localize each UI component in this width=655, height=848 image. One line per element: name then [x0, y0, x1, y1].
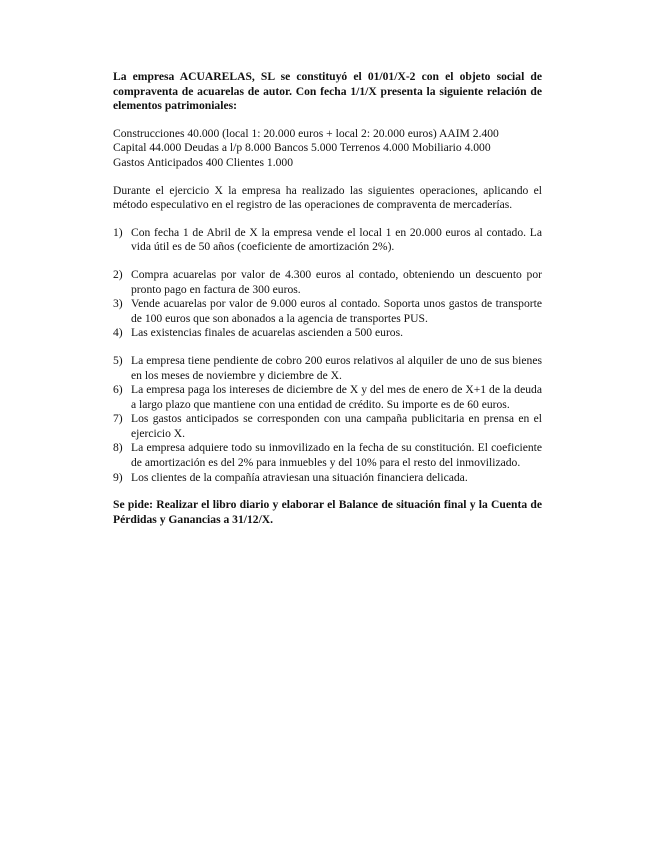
- item-number: 9): [113, 470, 123, 484]
- item-number: 5): [113, 353, 123, 367]
- item-text: Compra acuarelas por valor de 4.300 euros al contado, obteniendo un descuento por pronto pago en factura de 300 euros.: [131, 267, 542, 296]
- list-item: [113, 383, 542, 412]
- list-item: [113, 471, 542, 486]
- item-number: 3): [113, 297, 123, 311]
- item-number: 6): [113, 383, 123, 397]
- operations-list: [113, 226, 542, 486]
- item-text: La empresa adquiere todo su inmovilizado en la fecha de su constitución. El coeficiente de amortización es del 2% para inmuebles y del 10% para el resto del inmovilizado.: [131, 441, 542, 470]
- inventory-line: Capital 44.000 Deudas a l/p 8.000 Bancos 5.000 Terrenos 4.000 Mobiliario 4.000: [113, 141, 491, 155]
- list-item: [113, 268, 542, 297]
- list-item: [113, 297, 542, 326]
- list-item: [113, 412, 542, 441]
- inventory-block: [113, 127, 542, 171]
- list-item: [113, 441, 542, 470]
- item-number: 8): [113, 441, 123, 455]
- item-text: La empresa paga los intereses de diciembre de X y del mes de enero de X+1 de la deuda a largo plazo que mantiene con una entidad de crédito. Su importe es de 60 euros.: [131, 383, 542, 411]
- item-text: La empresa tiene pendiente de cobro 200 euros relativos al alquiler de uno de sus bienes en los meses de noviembre y diciembre de X.: [131, 353, 542, 382]
- item-number: 2): [113, 267, 123, 281]
- inventory-line: Gastos Anticipados 400 Clientes 1.000: [113, 155, 294, 169]
- list-item: [113, 226, 542, 255]
- item-text: Los clientes de la compañía atraviesan una situación financiera delicada.: [131, 470, 468, 484]
- intro-paragraph: Durante el ejercicio X la empresa ha realizado las siguientes operaciones, aplicando el método especulativo en el registro de las operaciones de compraventa de mercaderías.: [113, 183, 542, 212]
- item-number: 7): [113, 412, 123, 426]
- list-item: [113, 354, 542, 383]
- inventory-line: Construcciones 40.000 (local 1: 20.000 euros + local 2: 20.000 euros) AAIM 2.400: [113, 126, 499, 140]
- task-statement: Se pide: Realizar el libro diario y elaborar el Balance de situación final y la Cuenta de Pérdidas y Ganancias a 31/12/X.: [113, 498, 542, 526]
- item-number: 4): [113, 326, 123, 340]
- item-text: Las existencias finales de acuarelas ascienden a 500 euros.: [131, 326, 404, 340]
- list-item: [113, 326, 542, 341]
- document-page: [113, 70, 542, 527]
- item-text: Vende acuarelas por valor de 9.000 euros al contado. Soporta unos gastos de transporte de 100 euros que son abonados a la agencia de transportes PUS.: [131, 297, 542, 325]
- item-text: Con fecha 1 de Abril de X la empresa vende el local 1 en 20.000 euros al contado. La vida útil es de 50 años (coeficiente de amortización 2%).: [131, 225, 542, 254]
- document-heading: La empresa ACUARELAS, SL se constituyó el 01/01/X-2 con el objeto social de compraventa de acuarelas de autor. Con fecha 1/1/X presenta la siguiente relación de elementos patrimoniales:: [113, 70, 542, 113]
- item-text: Los gastos anticipados se corresponden con una campaña publicitaria en prensa en el ejercicio X.: [131, 412, 542, 440]
- item-number: 1): [113, 225, 123, 239]
